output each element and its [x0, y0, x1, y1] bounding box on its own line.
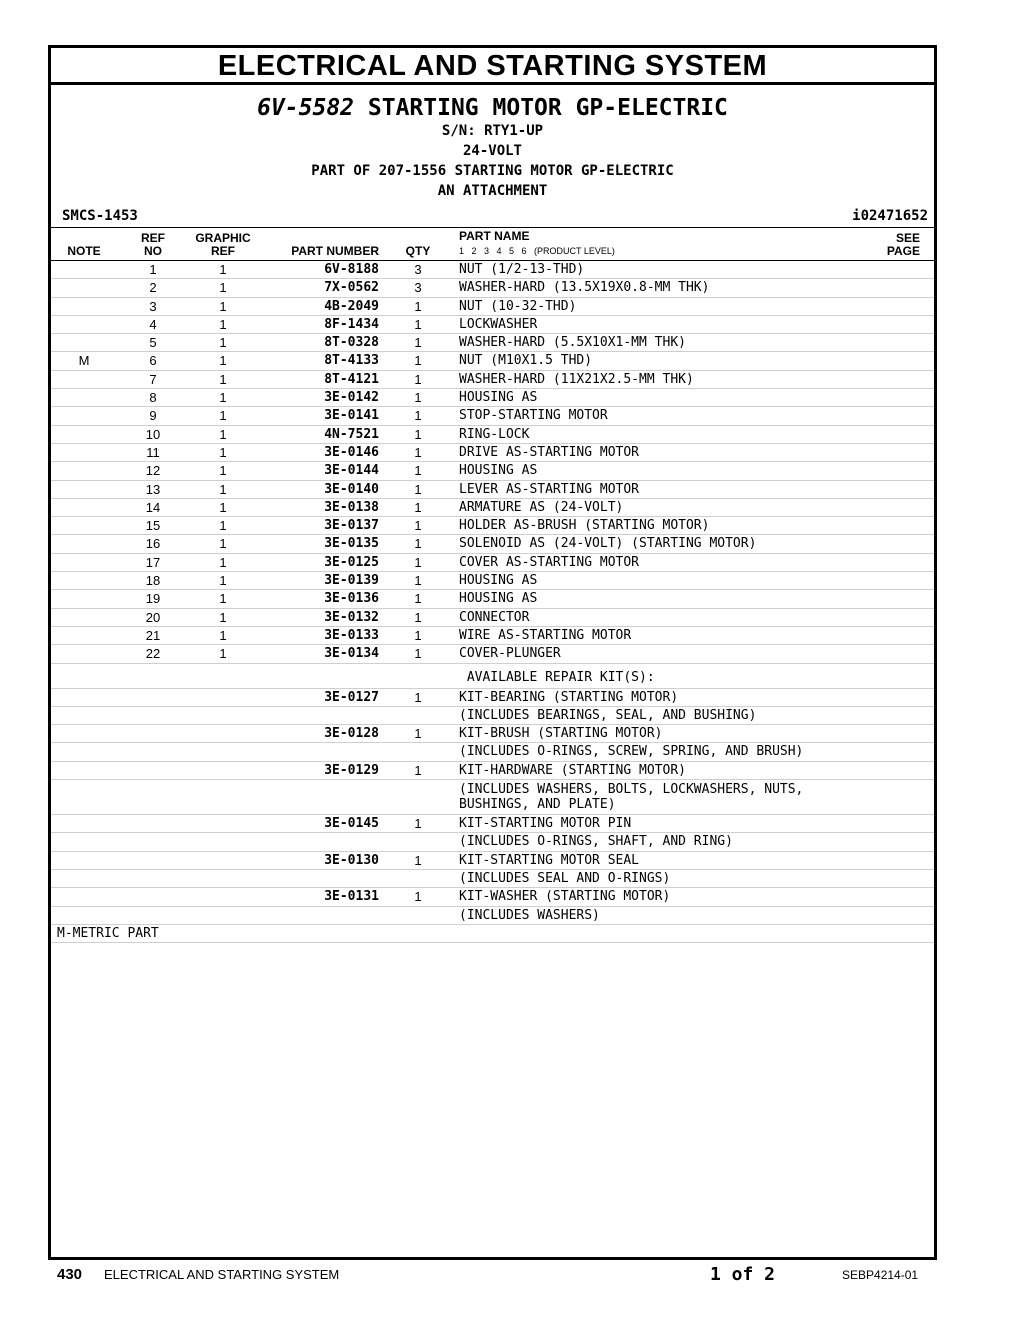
- qty-cell: 1: [414, 371, 422, 387]
- kit-row: [51, 815, 934, 833]
- qty-cell: 1: [414, 481, 422, 497]
- table-header: [51, 227, 934, 261]
- kit-qty-cell: 1: [414, 726, 422, 742]
- qty-cell: 1: [414, 591, 422, 607]
- part-number-cell: 7X-0562: [324, 280, 379, 296]
- ref-no-cell: 6: [149, 353, 157, 369]
- table-row: [51, 645, 934, 663]
- part-name-cell: LEVER AS-STARTING MOTOR: [459, 481, 640, 497]
- footer-doc-id: SEBP4214-01: [842, 1268, 919, 1282]
- col-ref-bottom: NO: [144, 244, 162, 258]
- graphic-ref-cell: 1: [219, 298, 227, 314]
- kit-includes-cell: (INCLUDES O-RINGS, SCREW, SPRING, AND BRUSH): [459, 744, 804, 760]
- assembly-title: [51, 95, 934, 121]
- part-name-cell: NUT (10-32-THD): [459, 298, 577, 314]
- kit-name-cell: KIT-BEARING (STARTING MOTOR): [459, 689, 679, 705]
- col-graphic-bottom: REF: [211, 244, 235, 258]
- table-row: [51, 590, 934, 608]
- kit-name-cell: KIT-BRUSH (STARTING MOTOR): [459, 726, 663, 742]
- qty-cell: 1: [414, 627, 422, 643]
- part-name-cell: NUT (1/2-13-THD): [459, 262, 585, 277]
- graphic-ref-cell: 1: [219, 481, 227, 497]
- part-name-cell: WASHER-HARD (13.5X19X0.8-MM THK): [459, 280, 710, 296]
- section-banner: ELECTRICAL AND STARTING SYSTEM: [51, 48, 934, 85]
- part-number-cell: 8T-0328: [324, 335, 379, 351]
- table-row: [51, 316, 934, 334]
- table-row: [51, 572, 934, 590]
- col-qty: QTY: [405, 244, 431, 258]
- kit-row: [51, 762, 934, 780]
- kit-qty-cell: 1: [414, 816, 422, 832]
- ref-no-cell: 12: [145, 463, 161, 479]
- part-name-cell: ARMATURE AS (24-VOLT): [459, 499, 624, 515]
- kit-includes-cell: (INCLUDES WASHERS): [459, 907, 600, 923]
- part-number-cell: 3E-0139: [324, 573, 379, 589]
- kit-includes-row: [51, 743, 934, 761]
- graphic-ref-cell: 1: [219, 371, 227, 387]
- part-number-cell: 8T-4121: [324, 371, 379, 387]
- graphic-ref-cell: 1: [219, 518, 227, 534]
- kit-includes-row: [51, 833, 934, 851]
- graphic-ref-cell: 1: [219, 280, 227, 296]
- part-number-cell: 3E-0144: [324, 463, 379, 479]
- part-name-cell: SOLENOID AS (24-VOLT) (STARTING MOTOR): [459, 536, 757, 552]
- qty-cell: 1: [414, 536, 422, 552]
- graphic-ref-cell: 1: [219, 463, 227, 479]
- qty-cell: 1: [414, 499, 422, 515]
- qty-cell: 1: [414, 518, 422, 534]
- col-part-number: PART NUMBER: [291, 244, 379, 258]
- table-row: [51, 444, 934, 462]
- ref-no-cell: 9: [149, 408, 157, 424]
- kit-part-number-cell: 3E-0129: [324, 762, 379, 778]
- attachment-line: AN ATTACHMENT: [437, 183, 548, 199]
- table-row: [51, 426, 934, 444]
- qty-cell: 1: [414, 444, 422, 460]
- qty-cell: 3: [414, 280, 422, 296]
- footnote-row: [51, 925, 934, 943]
- part-name-cell: CONNECTOR: [459, 609, 530, 625]
- qty-cell: 1: [414, 408, 422, 424]
- kit-name-cell: KIT-STARTING MOTOR PIN: [459, 816, 632, 832]
- page-frame: [48, 45, 937, 1260]
- metric-footnote: M-METRIC PART: [57, 925, 159, 941]
- kit-row: [51, 888, 934, 906]
- ref-no-cell: 21: [145, 627, 161, 643]
- ref-no-cell: 4: [149, 316, 157, 332]
- part-number-cell: 4N-7521: [324, 426, 379, 442]
- part-name-cell: STOP-STARTING MOTOR: [459, 408, 608, 424]
- kit-part-number-cell: 3E-0128: [324, 726, 379, 742]
- graphic-ref-cell: 1: [219, 554, 227, 570]
- qty-cell: 1: [414, 390, 422, 406]
- kit-qty-cell: 1: [414, 852, 422, 868]
- qty-cell: 1: [414, 335, 422, 351]
- part-number-cell: 3E-0136: [324, 591, 379, 607]
- kit-part-number-cell: 3E-0145: [324, 816, 379, 832]
- kit-includes-row: [51, 780, 934, 815]
- graphic-ref-cell: 1: [219, 536, 227, 552]
- ref-no-cell: 3: [149, 298, 157, 314]
- part-number-cell: 8T-4133: [324, 353, 379, 369]
- kit-name-cell: KIT-HARDWARE (STARTING MOTOR): [459, 762, 686, 778]
- qty-cell: 1: [414, 573, 422, 589]
- qty-cell: 1: [414, 554, 422, 570]
- part-name-cell: HOUSING AS: [459, 463, 538, 479]
- part-number-cell: 3E-0138: [324, 499, 379, 515]
- kit-includes-cell: (INCLUDES O-RINGS, SHAFT, AND RING): [459, 834, 733, 850]
- part-number-cell: 4B-2049: [324, 298, 379, 314]
- kit-includes-cell: (INCLUDES BEARINGS, SEAL, AND BUSHING): [459, 707, 757, 723]
- graphic-ref-cell: 1: [219, 262, 227, 277]
- ref-no-cell: 15: [145, 518, 161, 534]
- part-number-cell: 6V-8188: [324, 262, 379, 277]
- table-row: [51, 609, 934, 627]
- ref-no-cell: 1: [149, 262, 157, 277]
- footer-page-number: 430: [57, 1266, 83, 1283]
- col-graphic-top: GRAPHIC: [195, 231, 251, 245]
- graphic-ref-cell: 1: [219, 499, 227, 515]
- part-name-cell: HOLDER AS-BRUSH (STARTING MOTOR): [459, 518, 710, 534]
- parts-table-body: [51, 261, 934, 943]
- qty-cell: 1: [414, 463, 422, 479]
- table-row: [51, 352, 934, 370]
- note-cell: M: [78, 353, 90, 369]
- graphic-ref-cell: 1: [219, 426, 227, 442]
- qty-cell: 1: [414, 609, 422, 625]
- qty-cell: 1: [414, 353, 422, 369]
- ref-no-cell: 18: [145, 573, 161, 589]
- ref-no-cell: 13: [145, 481, 161, 497]
- ref-no-cell: 11: [146, 444, 160, 460]
- part-of-line: PART OF 207-1556 STARTING MOTOR GP-ELECTRIC: [311, 163, 674, 179]
- kit-row: [51, 852, 934, 870]
- table-row: [51, 499, 934, 517]
- part-number-cell: 3E-0146: [324, 444, 379, 460]
- graphic-ref-cell: 1: [219, 390, 227, 406]
- table-row: [51, 462, 934, 480]
- kits-heading-row: [51, 664, 934, 689]
- part-number-cell: 3E-0132: [324, 609, 379, 625]
- part-name-cell: HOUSING AS: [459, 390, 538, 406]
- graphic-ref-cell: 1: [219, 573, 227, 589]
- ref-no-cell: 16: [145, 536, 161, 552]
- part-number-cell: 3E-0140: [324, 481, 379, 497]
- kit-row: [51, 689, 934, 707]
- part-name-cell: HOUSING AS: [459, 591, 538, 607]
- table-row: [51, 298, 934, 316]
- part-number-cell: 3E-0142: [324, 390, 379, 406]
- graphic-ref-cell: 1: [219, 316, 227, 332]
- ref-no-cell: 22: [145, 646, 161, 662]
- table-row: [51, 407, 934, 425]
- table-row: [51, 554, 934, 572]
- table-row: [51, 334, 934, 352]
- qty-cell: 1: [414, 426, 422, 442]
- kit-includes-row: [51, 870, 934, 888]
- part-name-cell: LOCKWASHER: [459, 316, 538, 332]
- ref-no-cell: 8: [149, 390, 157, 406]
- kit-name-cell: KIT-STARTING MOTOR SEAL: [459, 852, 640, 868]
- kit-part-number-cell: 3E-0127: [324, 689, 379, 705]
- kit-includes-row: [51, 707, 934, 725]
- ref-no-cell: 7: [149, 371, 157, 387]
- illustration-id: i02471652: [852, 208, 928, 224]
- graphic-ref-cell: 1: [219, 591, 227, 607]
- assembly-part-number: 6V-5582: [257, 95, 355, 121]
- qty-cell: 1: [414, 646, 422, 662]
- smcs-code: SMCS-1453: [62, 208, 138, 224]
- part-name-cell: NUT (M10X1.5 THD): [459, 353, 593, 369]
- footer-section: ELECTRICAL AND STARTING SYSTEM: [104, 1267, 340, 1282]
- kit-part-number-cell: 3E-0130: [324, 852, 379, 868]
- serial-range: S/N: RTY1-UP: [441, 123, 544, 139]
- graphic-ref-cell: 1: [219, 646, 227, 662]
- part-name-cell: HOUSING AS: [459, 573, 538, 589]
- part-number-cell: 3E-0125: [324, 554, 379, 570]
- col-see-bottom: PAGE: [886, 244, 920, 258]
- col-note: NOTE: [67, 244, 101, 258]
- graphic-ref-cell: 1: [219, 408, 227, 424]
- part-name-cell: WASHER-HARD (5.5X10X1-MM THK): [459, 335, 686, 351]
- ref-no-cell: 14: [145, 499, 161, 515]
- part-name-cell: WIRE AS-STARTING MOTOR: [459, 627, 632, 643]
- col-ref-top: REF: [141, 231, 165, 245]
- part-number-cell: 3E-0141: [324, 408, 379, 424]
- col-see-top: SEE: [895, 231, 920, 245]
- kit-qty-cell: 1: [414, 762, 422, 778]
- voltage-line: 24-VOLT: [462, 143, 522, 159]
- graphic-ref-cell: 1: [219, 444, 227, 460]
- kit-qty-cell: 1: [414, 689, 422, 705]
- kit-includes-cell: (INCLUDES SEAL AND O-RINGS): [459, 870, 671, 886]
- table-row: [51, 481, 934, 499]
- table-row: [51, 261, 934, 279]
- assembly-name: STARTING MOTOR GP-ELECTRIC: [367, 95, 728, 121]
- col-product-levels: 1 2 3 4 5 6 (PRODUCT LEVEL): [459, 246, 615, 256]
- table-row: [51, 389, 934, 407]
- kit-name-cell: KIT-WASHER (STARTING MOTOR): [459, 889, 671, 905]
- table-row: [51, 535, 934, 553]
- smcs-row: [51, 205, 934, 227]
- ref-no-cell: 20: [145, 609, 161, 625]
- page-footer: [0, 1264, 1020, 1288]
- kits-heading: AVAILABLE REPAIR KIT(S):: [459, 669, 655, 685]
- ref-no-cell: 2: [149, 280, 157, 296]
- kit-row: [51, 725, 934, 743]
- part-name-cell: COVER-PLUNGER: [459, 646, 561, 662]
- qty-cell: 3: [414, 262, 422, 277]
- qty-cell: 1: [414, 316, 422, 332]
- kit-qty-cell: 1: [414, 889, 422, 905]
- ref-no-cell: 10: [145, 426, 161, 442]
- ref-no-cell: 19: [145, 591, 161, 607]
- part-name-cell: WASHER-HARD (11X21X2.5-MM THK): [459, 371, 694, 387]
- table-row: [51, 371, 934, 389]
- ref-no-cell: 5: [149, 335, 157, 351]
- footer-sheet: 1 of 2: [710, 1264, 776, 1285]
- graphic-ref-cell: 1: [219, 609, 227, 625]
- table-row: [51, 627, 934, 645]
- col-part-name: PART NAME: [459, 229, 530, 243]
- ref-no-cell: 17: [145, 554, 161, 570]
- graphic-ref-cell: 1: [219, 627, 227, 643]
- graphic-ref-cell: 1: [219, 353, 227, 369]
- part-number-cell: 8F-1434: [324, 316, 379, 332]
- graphic-ref-cell: 1: [219, 335, 227, 351]
- kit-includes-cell: (INCLUDES WASHERS, BOLTS, LOCKWASHERS, NUTS, BUSHINGS, AND PLATE): [459, 782, 804, 813]
- kit-part-number-cell: 3E-0131: [324, 889, 379, 905]
- table-row: [51, 279, 934, 297]
- kit-includes-row: [51, 907, 934, 925]
- part-name-cell: RING-LOCK: [459, 426, 530, 442]
- part-name-cell: DRIVE AS-STARTING MOTOR: [459, 444, 640, 460]
- part-number-cell: 3E-0137: [324, 518, 379, 534]
- part-number-cell: 3E-0135: [324, 536, 379, 552]
- table-row: [51, 517, 934, 535]
- part-number-cell: 3E-0134: [324, 646, 379, 662]
- qty-cell: 1: [414, 298, 422, 314]
- part-number-cell: 3E-0133: [324, 627, 379, 643]
- part-name-cell: COVER AS-STARTING MOTOR: [459, 554, 640, 570]
